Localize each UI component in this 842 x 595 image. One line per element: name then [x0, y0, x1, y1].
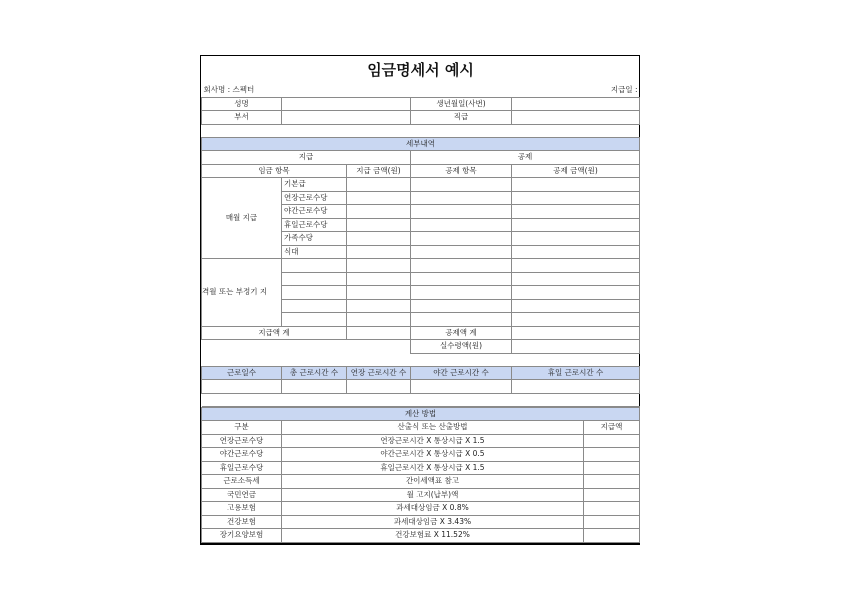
item-cell[interactable] [282, 299, 347, 313]
hours-header: 휴일 근로시간 수 [512, 366, 640, 380]
company-label: 회사명 : 스펙터 [203, 85, 255, 95]
pay-header: 지급 [202, 151, 411, 165]
details-section-header: 세부내역 [202, 137, 640, 151]
amount-cell[interactable] [347, 232, 411, 246]
deduct-item-cell[interactable] [411, 205, 512, 219]
amount-cell[interactable] [347, 272, 411, 286]
calc-section-header: 계산 방법 [202, 407, 640, 421]
calc-row [202, 448, 640, 462]
calc-formula: 연장근로시간 X 통상시급 X 1.5 [282, 434, 584, 448]
calc-formula: 과세대상임금 X 3.43% [282, 515, 584, 529]
rank-field[interactable] [512, 111, 640, 125]
calc-formula: 휴일근로시간 X 통상시급 X 1.5 [282, 461, 584, 475]
deduct-item-cell[interactable] [411, 191, 512, 205]
calc-type: 장기요양보험 [202, 529, 282, 543]
deduct-amount-cell[interactable] [512, 272, 640, 286]
calc-type: 건강보험 [202, 515, 282, 529]
hours-cell[interactable] [347, 380, 411, 394]
calc-row [202, 475, 640, 489]
calc-method-table [201, 407, 640, 543]
deduct-item-header: 공제 항목 [411, 164, 512, 178]
hours-header: 근로일수 [202, 366, 282, 380]
spacer [202, 124, 640, 137]
monthly-item: 연장근로수당 [282, 191, 347, 205]
calc-row [202, 434, 640, 448]
deduct-item-cell[interactable] [411, 259, 512, 273]
calc-formula: 월 고지(납부)액 [282, 488, 584, 502]
deduct-item-cell[interactable] [411, 178, 512, 192]
deduct-amount-cell[interactable] [512, 299, 640, 313]
dept-label: 부서 [202, 111, 282, 125]
dept-field[interactable] [282, 111, 411, 125]
deduct-amount-cell[interactable] [512, 245, 640, 259]
deduct-amount-cell[interactable] [512, 313, 640, 327]
pay-item-header: 임금 항목 [202, 164, 347, 178]
calc-row [202, 488, 640, 502]
spacer [202, 340, 411, 354]
calc-header: 산출식 또는 산출방법 [282, 421, 584, 435]
deduct-total-field[interactable] [512, 326, 640, 340]
calc-amount-cell[interactable] [584, 502, 640, 516]
monthly-item: 식대 [282, 245, 347, 259]
deduct-amount-cell[interactable] [512, 191, 640, 205]
item-cell[interactable] [282, 272, 347, 286]
monthly-item: 야간근로수당 [282, 205, 347, 219]
amount-cell[interactable] [347, 286, 411, 300]
spacer [202, 353, 640, 366]
calc-type: 근로소득세 [202, 475, 282, 489]
amount-cell[interactable] [347, 178, 411, 192]
hours-cell[interactable] [411, 380, 512, 394]
calc-formula: 간이세액표 참고 [282, 475, 584, 489]
deduct-item-cell[interactable] [411, 245, 512, 259]
calc-amount-cell[interactable] [584, 529, 640, 543]
pay-date-label: 지급일 : [610, 85, 638, 95]
calc-type: 고용보험 [202, 502, 282, 516]
deduct-item-cell[interactable] [411, 232, 512, 246]
pay-details-table [201, 56, 640, 407]
net-pay-field[interactable] [512, 340, 640, 354]
deduct-total-label: 공제액 계 [411, 326, 512, 340]
calc-type: 국민연금 [202, 488, 282, 502]
name-field[interactable] [282, 97, 411, 111]
calc-header: 구분 [202, 421, 282, 435]
deduct-item-cell[interactable] [411, 272, 512, 286]
pay-total-field[interactable] [347, 326, 411, 340]
hours-cell[interactable] [512, 380, 640, 394]
item-cell[interactable] [282, 259, 347, 273]
hours-cell[interactable] [282, 380, 347, 394]
rank-label: 직급 [411, 111, 512, 125]
deduct-amount-cell[interactable] [512, 232, 640, 246]
pay-statement-sheet [200, 55, 640, 545]
item-cell[interactable] [282, 313, 347, 327]
page-title: 임금명세서 예시 [367, 61, 474, 79]
calc-amount-cell[interactable] [584, 434, 640, 448]
monthly-pay-label: 매월 지급 [202, 178, 282, 259]
hours-cell[interactable] [202, 380, 282, 394]
amount-cell[interactable] [347, 218, 411, 232]
deduct-amount-cell[interactable] [512, 286, 640, 300]
amount-cell[interactable] [347, 299, 411, 313]
deduct-amount-header: 공제 금액(원) [512, 164, 640, 178]
deduct-amount-cell[interactable] [512, 205, 640, 219]
amount-cell[interactable] [347, 205, 411, 219]
deduct-header: 공제 [411, 151, 640, 165]
deduct-item-cell[interactable] [411, 286, 512, 300]
calc-type: 야간근로수당 [202, 448, 282, 462]
calc-row [202, 515, 640, 529]
item-cell[interactable] [282, 286, 347, 300]
net-pay-label: 실수령액(원) [411, 340, 512, 354]
monthly-item: 가족수당 [282, 232, 347, 246]
name-label: 성명 [202, 97, 282, 111]
deduct-item-cell[interactable] [411, 313, 512, 327]
hours-header: 연장 근로시간 수 [347, 366, 411, 380]
amount-cell[interactable] [347, 191, 411, 205]
calc-row [202, 461, 640, 475]
calc-row [202, 529, 640, 543]
amount-cell[interactable] [347, 245, 411, 259]
birth-field[interactable] [512, 97, 640, 111]
pay-amount-header: 지급 금액(원) [347, 164, 411, 178]
calc-amount-cell[interactable] [584, 461, 640, 475]
calc-header: 지급액 [584, 421, 640, 435]
hours-header: 총 근로시간 수 [282, 366, 347, 380]
pay-total-label: 지급액 계 [202, 326, 347, 340]
hours-header: 야간 근로시간 수 [411, 366, 512, 380]
amount-cell[interactable] [347, 313, 411, 327]
deduct-amount-cell[interactable] [512, 218, 640, 232]
deduct-item-cell[interactable] [411, 299, 512, 313]
monthly-item: 휴일근로수당 [282, 218, 347, 232]
calc-amount-cell[interactable] [584, 475, 640, 489]
calc-row [202, 502, 640, 516]
deduct-item-cell[interactable] [411, 218, 512, 232]
calc-amount-cell[interactable] [584, 488, 640, 502]
spacer [202, 393, 640, 406]
calc-formula: 과세대상임금 X 0.8% [282, 502, 584, 516]
amount-cell[interactable] [347, 259, 411, 273]
calc-amount-cell[interactable] [584, 448, 640, 462]
calc-type: 연장근로수당 [202, 434, 282, 448]
monthly-item: 기본급 [282, 178, 347, 192]
deduct-amount-cell[interactable] [512, 178, 640, 192]
calc-type: 휴일근로수당 [202, 461, 282, 475]
irregular-pay-label: 격월 또는 부정기 지 [202, 259, 282, 327]
deduct-amount-cell[interactable] [512, 259, 640, 273]
calc-amount-cell[interactable] [584, 515, 640, 529]
calc-formula: 건강보험료 X 11.52% [282, 529, 584, 543]
calc-formula: 야간근로시간 X 통상시급 X 0.5 [282, 448, 584, 462]
birth-label: 생년월일(사번) [411, 97, 512, 111]
